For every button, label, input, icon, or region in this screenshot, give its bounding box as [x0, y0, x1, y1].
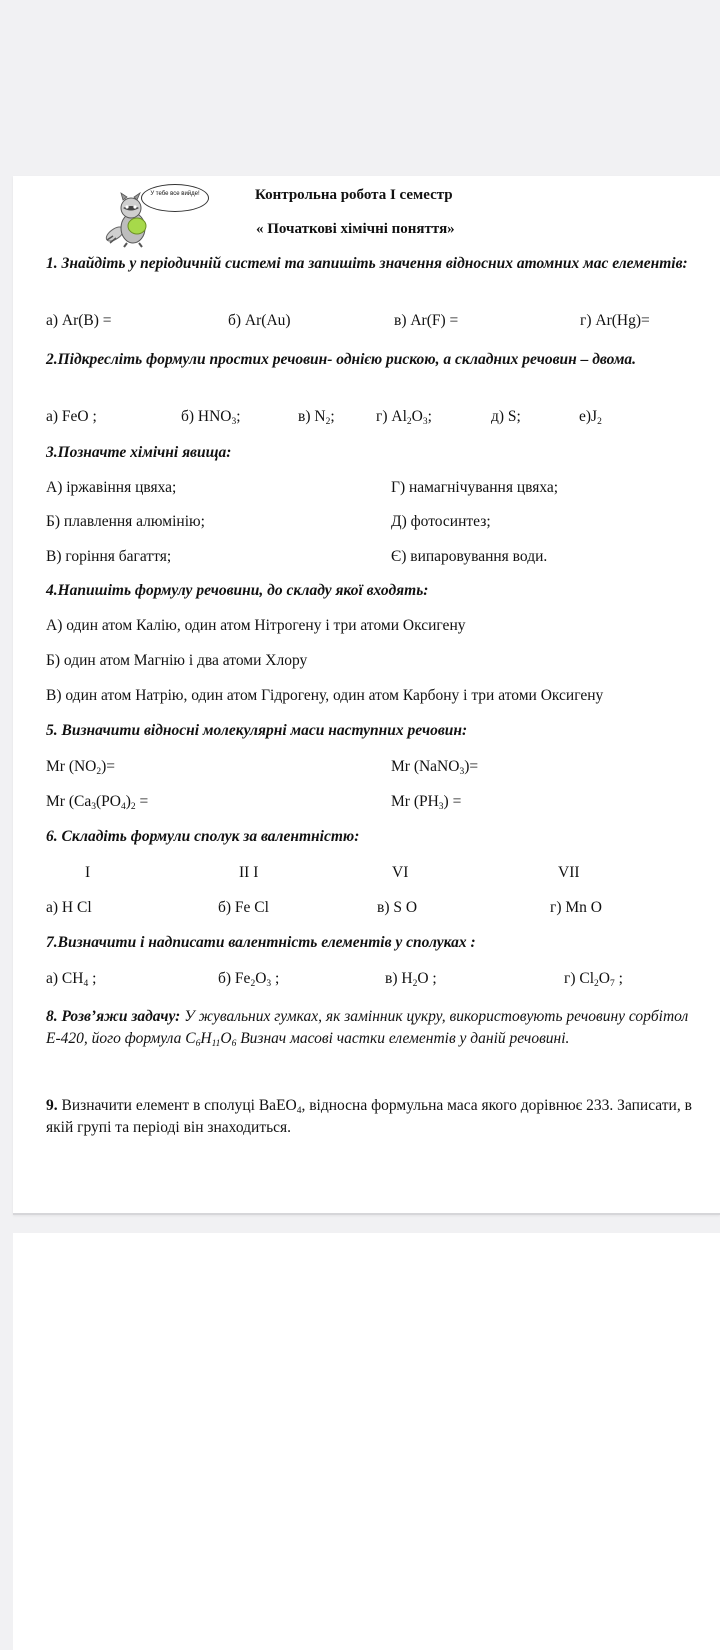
q6-option-c: в) S O — [377, 899, 418, 916]
q2-option-f: $е)J_2$ — [579, 408, 602, 427]
q1-heading: 1. Знайдіть у періодичній системі та запишіть значення відносних атомних мас елементів: — [46, 255, 688, 272]
next-page — [13, 1233, 720, 1650]
q6-option-b: б) Fe Cl — [218, 899, 269, 916]
q6-option-d: г) Mn O — [550, 899, 602, 916]
q7-option-c: в) $H_2O$ ; — [385, 970, 437, 989]
q3-option-e: Д) фотосинтез; — [391, 513, 491, 530]
q1-option-c: в) Ar(F) = — [394, 312, 459, 329]
q8-task: 8. Розв’яжи задачу: У жувальних гумках, як замінник цукру, використовують речовину сорбітол Е-420, його формула $C_6H_{11}O_6$ Визнач масові частки елементів у даній речовині. — [46, 1008, 689, 1049]
q6-heading: 6. Складіть формули сполук за валентністю: — [46, 828, 360, 845]
q5-item-b: Mr (NaNO$_3$)= — [391, 758, 479, 777]
q4-item-b: Б) один атом Магнію і два атоми Хлору — [46, 652, 308, 669]
q7-option-d: г) $Cl_2O_7$ ; — [564, 970, 623, 989]
q6-valence-c: VI — [392, 864, 409, 881]
q5-item-a: Mr $(NO_2)=$ — [46, 758, 116, 777]
q7-option-b: б) $Fe_2O_3$ ; — [218, 970, 280, 989]
q3-option-d: Г) намагнічування цвяха; — [391, 479, 559, 496]
q2-option-e: д) S; — [491, 408, 521, 425]
q4-item-c: В) один атом Натрію, один атом Гідрогену, один атом Карбону і три атоми Оксигену — [46, 687, 604, 704]
q1-option-a: а) Ar(B) = — [46, 312, 112, 329]
q4-item-a: А) один атом Калію, один атом Нітрогену і три атоми Оксигену — [46, 617, 466, 634]
q6-valence-b: II I — [239, 864, 259, 881]
q5-item-c: Mr ($Ca_3(PO_4)_2$ = — [46, 793, 149, 812]
page-subtitle: « Початкові хімічні поняття» — [256, 221, 455, 237]
q3-option-b: Б) плавлення алюмінію; — [46, 513, 205, 530]
q2-option-d: г) $Al_2O_3$; — [376, 408, 432, 427]
q6-valence-d: VII — [558, 864, 580, 881]
q3-option-f: Є) випаровування води. — [391, 548, 548, 565]
speech-bubble: У тебе все вийде! — [141, 184, 209, 212]
q4-heading: 4.Напишіть формулу речовини, до складу якої входять: — [46, 582, 429, 599]
q3-heading: 3.Позначте хімічні явища: — [46, 444, 232, 461]
q2-option-b: б) $HNO_3$; — [181, 408, 241, 427]
q9-label: 9. — [46, 1097, 58, 1114]
worksheet-page — [13, 176, 720, 1215]
page-title: Контрольна робота І семестр — [255, 187, 453, 203]
q7-heading: 7.Визначити і надписати валентність елементів у сполуках : — [46, 934, 476, 951]
q2-option-c: в) $N_2$; — [298, 408, 335, 427]
q5-heading: 5. Визначити відносні молекулярні маси наступних речовин: — [46, 722, 468, 739]
q6-option-a: а) H Cl — [46, 899, 92, 916]
q8-label: 8. Розв’яжи задачу: — [46, 1008, 181, 1025]
q2-option-a: а) FeO ; — [46, 408, 97, 425]
q9-task: 9. Визначити елемент в сполуці ВаЕО$_4$, відносна формульна маса якого дорівнює 233. Записати, в якій групі та періоді він знаходиться. — [46, 1097, 692, 1136]
q1-option-d: г) Ar(Hg)= — [580, 312, 650, 329]
q1-option-b: б) Ar(Au) — [228, 312, 291, 329]
q2-heading: 2.Підкресліть формули простих речовин- однією рискою, а складних речовин – двома. — [46, 351, 637, 368]
q5-item-d: Mr $(PH_3)$ = — [391, 793, 462, 812]
q3-option-a: А) іржавіння цвяха; — [46, 479, 177, 496]
q7-option-a: а) $CH_4$ ; — [46, 970, 97, 989]
q6-valence-a: I — [85, 864, 91, 881]
q3-option-c: В) горіння багаття; — [46, 548, 172, 565]
